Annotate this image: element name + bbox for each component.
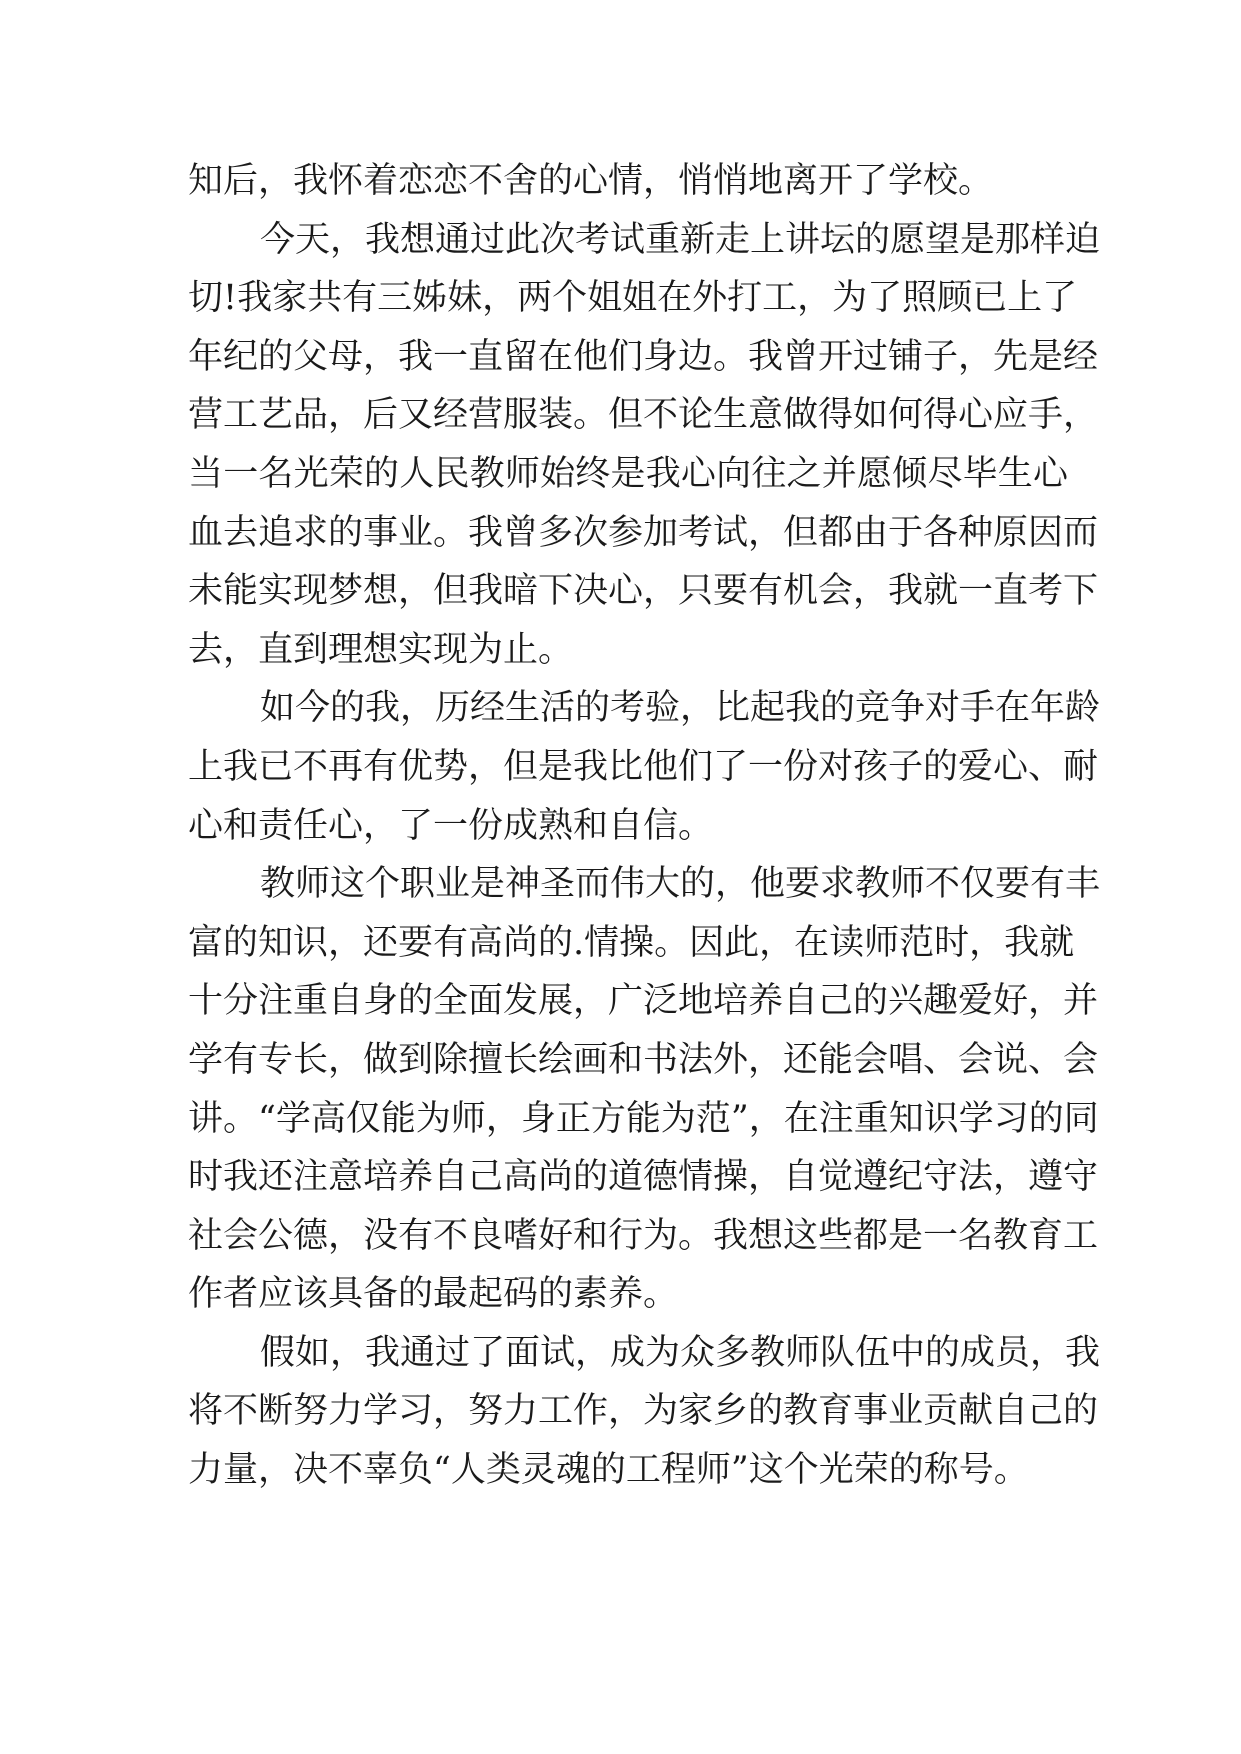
text-line: 学有专长，做到除擅长绘画和书法外，还能会唱、会说、会: [188, 1039, 1099, 1080]
text-line: 教师这个职业是神圣而伟大的，他要求教师不仅要有丰: [260, 864, 1101, 905]
text-line: 富的知识，还要有高尚的.情操。因此，在读师范时，我就: [188, 922, 1075, 963]
text-line: 当一名光荣的人民教师始终是我心向往之并愿倾尽毕生心: [188, 453, 1068, 494]
text-line: 今天，我想通过此次考试重新走上讲坛的愿望是那样迫: [260, 219, 1101, 260]
text-line: 切!我家共有三姊妹，两个姐姐在外打工，为了照顾已上了: [188, 278, 1078, 319]
text-line: 知后，我怀着恋恋不舍的心情，悄悄地离开了学校。: [188, 161, 994, 201]
text-line: 营工艺品，后又经营服装。但不论生意做得如何得心应手，: [188, 395, 1099, 436]
text-line: 如今的我，历经生活的考验，比起我的竞争对手在年龄: [260, 688, 1101, 729]
text-line: 去，直到理想实现为止。: [188, 629, 574, 670]
text-line: 讲。“学高仅能为师，身正方能为范”，在注重知识学习的同: [188, 1098, 1099, 1139]
text-line: 社会公德，没有不良嗜好和行为。我想这些都是一名教育工: [188, 1215, 1099, 1256]
text-line: 年纪的父母，我一直留在他们身边。我曾开过铺子，先是经: [188, 336, 1099, 377]
text-line: 将不断努力学习，努力工作，为家乡的教育事业贡献自己的: [188, 1391, 1099, 1432]
text-line: 十分注重自身的全面发展，广泛地培养自己的兴趣爱好，并: [188, 981, 1099, 1022]
text-line: 时我还注意培养自己高尚的道德情操，自觉遵纪守法，遵守: [188, 1157, 1099, 1198]
body-text: [188, 152, 1101, 1500]
text-line: 血去追求的事业。我曾多次参加考试，但都由于各种原因而: [188, 512, 1099, 553]
text-line: 假如，我通过了面试，成为众多教师队伍中的成员，我: [260, 1332, 1101, 1373]
text-line: 作者应该具备的最起码的素养。: [188, 1274, 679, 1315]
text-line: 上我已不再有优势，但是我比他们了一份对孩子的爱心、耐: [188, 746, 1099, 787]
text-line: 未能实现梦想，但我暗下决心，只要有机会，我就一直考下: [188, 571, 1099, 612]
text-line: 力量，决不辜负“人类灵魂的工程师”这个光荣的称号。: [188, 1450, 1029, 1491]
text-line: 心和责任心，了一份成熟和自信。: [188, 805, 714, 846]
